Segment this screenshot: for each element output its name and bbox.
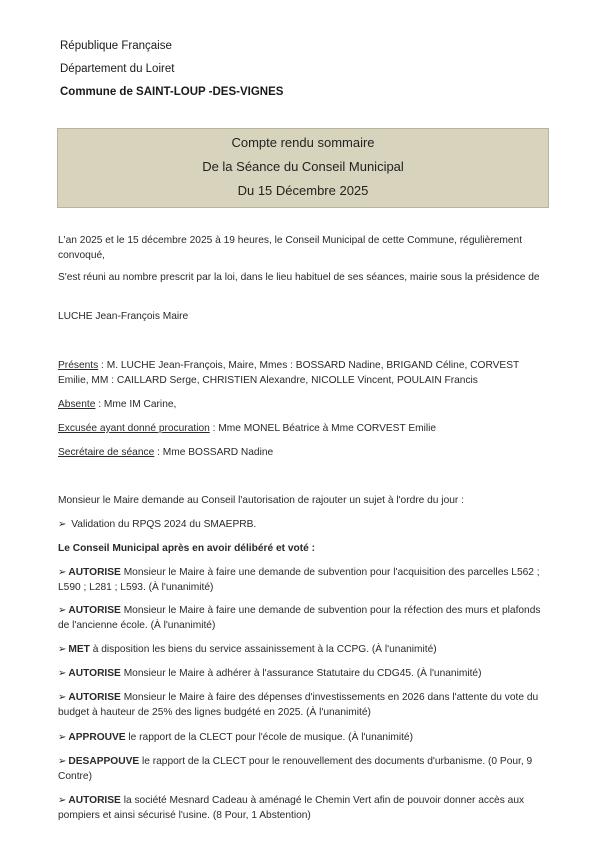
decision-text: le rapport de la CLECT pour l'école de musique. (À l'unanimité)	[125, 732, 413, 743]
decision-item	[58, 690, 546, 720]
decision-item	[58, 730, 546, 745]
decision-text: Monsieur le Maire à faire une demande de subvention pour l'acquisition des parcelles L562 ; L590 ; L281 ; L593. (À l'unanimité)	[58, 567, 540, 593]
title-line-3: Du 15 Décembre 2025	[237, 183, 369, 198]
agenda-added-item	[58, 517, 546, 532]
decision-item	[58, 793, 546, 823]
presents-text: : M. LUCHE Jean-François, Maire, Mmes : BOSSARD Nadine, BRIGAND Céline, CORVEST Emilie, MM : CAILLARD Serge, CHRISTIEN Alexandre, NICOLLE Vincent, POULAIN Francis	[58, 360, 520, 386]
absente-label: Absente	[58, 399, 96, 410]
header-commune: Commune de SAINT-LOUP -DES-VIGNES	[60, 86, 284, 98]
intro-paragraph-2: S'est réuni au nombre prescrit par la loi, dans le lieu habituel de ses séances, mairie sous la présidence de	[58, 272, 540, 283]
decision-item	[58, 754, 546, 784]
arrow-bullet-icon: ➢	[58, 605, 67, 616]
decision-item	[58, 603, 546, 633]
arrow-bullet-icon: ➢	[58, 692, 67, 703]
decision-text: Monsieur le Maire à faire des dépenses d'investissements en 2026 dans l'attente du vote du budget à hauteur de 25% des lignes budgété en 2025. (À l'unanimité)	[58, 692, 539, 718]
presents-label: Présents	[58, 360, 99, 371]
arrow-bullet-icon: ➢	[58, 668, 67, 679]
excusee-line	[58, 421, 546, 436]
decision-verb: APPROUVE	[68, 732, 126, 743]
decision-verb: AUTORISE	[68, 668, 121, 679]
intro-paragraph-1: L'an 2025 et le 15 décembre 2025 à 19 heures, le Conseil Municipal de cette Commune, régulièrement convoqué,	[58, 235, 523, 261]
title-line-2: De la Séance du Conseil Municipal	[202, 159, 404, 174]
decision-text: à disposition les biens du service assainissement à la CCPG. (À l'unanimité)	[89, 644, 437, 655]
arrow-bullet-icon: ➢	[58, 519, 67, 530]
agenda-added-item-text: Validation du RPQS 2024 du SMAEPRB.	[71, 519, 257, 530]
decision-text: Monsieur le Maire à faire une demande de subvention pour la réfection des murs et plafonds de l'ancienne école. (À l'unanimité)	[58, 605, 541, 631]
presents-line	[58, 358, 546, 388]
arrow-bullet-icon: ➢	[58, 795, 67, 806]
decision-item	[58, 666, 546, 681]
arrow-bullet-icon: ➢	[58, 567, 67, 578]
decision-verb: MET	[68, 644, 90, 655]
header-departement: Département du Loiret	[60, 63, 175, 75]
excusee-text: : Mme MONEL Béatrice à Mme CORVEST Emilie	[212, 423, 437, 434]
agenda-request: Monsieur le Maire demande au Conseil l'autorisation de rajouter un sujet à l'ordre du jour :	[58, 495, 464, 506]
excusee-label: Excusée ayant donné procuration	[58, 423, 210, 434]
decision-verb: DESAPPOUVE	[68, 756, 140, 767]
arrow-bullet-icon: ➢	[58, 732, 67, 743]
decision-text: la société Mesnard Cadeau à aménagé le Chemin Vert afin de pouvoir donner accès aux pompiers et ainsi sécurisé l'usine. (8 Pour, 1 Abstention)	[58, 795, 525, 821]
decision-item	[58, 565, 546, 595]
title-box	[57, 128, 549, 208]
arrow-bullet-icon: ➢	[58, 756, 67, 767]
decision-verb: AUTORISE	[68, 692, 121, 703]
decision-verb: AUTORISE	[68, 567, 121, 578]
decision-item	[58, 642, 546, 657]
decision-verb: AUTORISE	[68, 605, 121, 616]
absente-text: : Mme IM Carine,	[98, 399, 177, 410]
secretaire-label: Secrétaire de séance	[58, 447, 155, 458]
title-line-1: Compte rendu sommaire	[231, 135, 375, 150]
secretaire-line	[58, 445, 546, 460]
decision-text: Monsieur le Maire à adhérer à l'assurance Statutaire du CDG45. (À l'unanimité)	[120, 668, 482, 679]
secretaire-text: : Mme BOSSARD Nadine	[157, 447, 274, 458]
intro-paragraph-3: LUCHE Jean-François Maire	[58, 311, 189, 322]
arrow-bullet-icon: ➢	[58, 644, 67, 655]
header-republique: République Française	[60, 40, 172, 52]
decision-verb: AUTORISE	[68, 795, 121, 806]
absente-line	[58, 397, 546, 412]
decision-text: le rapport de la CLECT pour le renouvellement des documents d'urbanisme. (0 Pour, 9 Contre)	[58, 756, 533, 782]
decision-heading: Le Conseil Municipal après en avoir délibéré et voté :	[58, 543, 316, 554]
